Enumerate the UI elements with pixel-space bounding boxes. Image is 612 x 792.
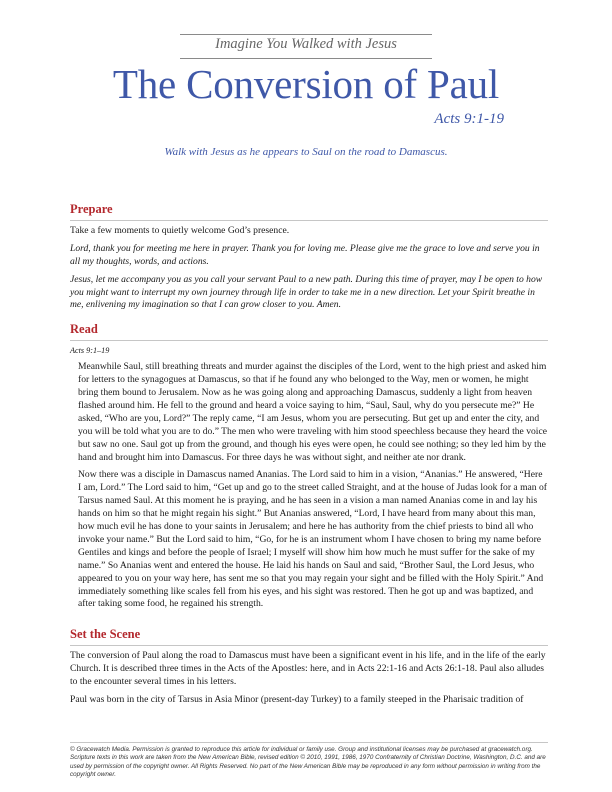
footer-rule (70, 742, 548, 743)
scene-heading: Set the Scene (70, 627, 141, 642)
copyright-notice: © Gracewatch Media. Permission is granted to reproduce this article for individual or family use. Group and institutional licenses may be purchased at gracewatch.org. Scripture texts in this work are taken from the New American Bible, revised edition © 2010, 1991, 1986, 1970 Confraternity of Christian Doctrine, Washington, D.C. and are used by permission of the copyright owner. All Rights Reserved. No part of the New American Bible may be reproduced in any form without permission in writing from the copyright owner. (70, 746, 546, 779)
read-heading: Read (70, 322, 98, 337)
page-title: The Conversion of Paul (112, 61, 500, 107)
prepare-heading: Prepare (70, 202, 113, 216)
prepare-intro: Take a few moments to quietly welcome God’s presence. (70, 224, 290, 236)
read-paragraph-1: Meanwhile Saul, still breathing threats and murder against the disciples of the Lord, went to the high priest and asked him for letters to the synagogues at Damascus, so that if he found any who belonged to the Way, men or women, he might bring them bound to Jerusalem. Now as he was going along and approaching Damascus, suddenly a light from heaven flashed around him. He fell to the ground and heard a voice saying to him, “Saul, Saul, why do you persecute me?” He asked, “Who are you, Lord?” The reply came, “I am Jesus, whom you are persecuting. But get up and enter the city, and you will be told what you are to do.” The men who were traveling with him stood speechless because they heard the voice but saw no one. Saul got up from the ground, and though his eyes were open, he could see nothing; so they led him by the hand and brought him into Damascus. For three days he was without sight, and neither ate nor drank. (78, 361, 547, 463)
page-tagline: Walk with Jesus as he appears to Saul on the road to Damascus. (164, 146, 448, 158)
read-citation: Acts 9:1–19 (70, 346, 110, 356)
header-top-rule (180, 34, 432, 35)
main-content (70, 203, 548, 712)
scripture-reference: Acts 9:1-19 (434, 111, 504, 127)
read-paragraph-2: Now there was a disciple in Damascus named Ananias. The Lord said to him in a vision, “Ananias.” He answered, “Here I am, Lord.” The Lord said to him, “Get up and go to the street called Straight, and at the house of Judas look for a man of Tarsus named Saul. At this moment he is praying, and he has seen in a vision a man named Ananias come in and lay his hands on him so that he might regain his sight.” But Ananias answered, “Lord, I have heard from many about this man, how much evil he has done to your saints in Jerusalem; and here he has authority from the chief priests to bind all who invoke your name.” But the Lord said to him, “Go, for he is an instrument whom I have chosen to bring my name before Gentiles and kings and before the people of Israel; I myself will show him how much he must suffer for the sake of my name.” So Ananias went and entered the house. He laid his hands on Saul and said, “Brother Saul, the Lord Jesus, who appeared to you on your way here, has sent me so that you may regain your sight and be filled with the Holy Spirit.” And immediately something like scales fell from his eyes, and his sight was restored. Then he got up and was baptized, and after taking some food, he regained his strength. (78, 469, 547, 610)
scene-paragraph-2: Paul was born in the city of Tarsus in Asia Minor (present-day Turkey) to a family steeped in the Pharisaic tradition of (70, 694, 524, 705)
scene-paragraph-1: The conversion of Paul along the road to Damascus must have been a significant event in his life, and in the life of the early Church. It is described three times in the Acts of the Apostles: here, and in Acts 22:1-16 and Acts 26:1-18. Paul also alludes to the encounter several times in his letters. (70, 650, 546, 688)
header-bottom-rule (180, 58, 432, 59)
prepare-prayer-1: Lord, thank you for meeting me here in prayer. Thank you for loving me. Please give me the grace to love and serve you in all my thoughts, words, and actions. (70, 242, 540, 267)
prepare-prayer-2: Jesus, let me accompany you as you call your servant Paul to a new path. During this time of prayer, may I be open to how you might want to interrupt my own journey through life in order to take me in a new direction. Let your Spirit breathe in me, enlivening my imagination so that I can grow closer to you. Amen. (70, 273, 543, 311)
page-footer (70, 742, 548, 780)
series-kicker: Imagine You Walked with Jesus (215, 36, 397, 52)
